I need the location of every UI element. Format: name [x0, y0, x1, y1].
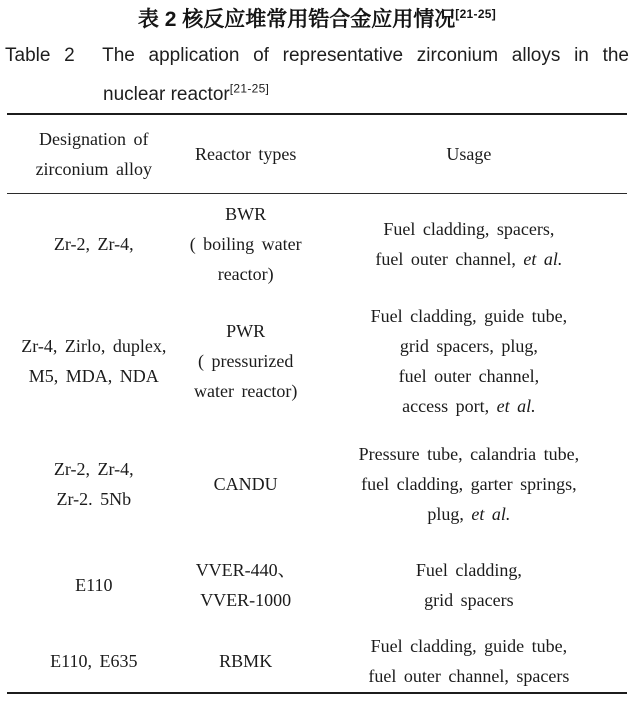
- usage-cell: [311, 428, 627, 540]
- et-al-italic: et al.: [471, 504, 511, 524]
- table-row-rbmk: [7, 630, 627, 693]
- cell-line: M5, MDA, NDA: [28, 366, 159, 386]
- usage-text: access port,: [402, 396, 490, 416]
- citation-superscript-en: [21-25]: [229, 81, 270, 96]
- cell-line: Fuel cladding, guide tube,: [370, 306, 568, 326]
- cell-line: water reactor): [193, 381, 298, 401]
- cell-line: VVER-440、: [195, 560, 296, 580]
- header-line: Designation of: [39, 129, 149, 149]
- cell-line: reactor): [217, 264, 274, 284]
- reactor-cell: [181, 194, 311, 295]
- cell-line: VVER-1000: [200, 590, 292, 610]
- table-row-candu: [7, 428, 627, 540]
- cell-line: fuel outer channel,: [398, 366, 540, 386]
- cell-line: Pressure tube, calandria tube,: [358, 444, 580, 464]
- header-line: Usage: [446, 144, 492, 164]
- usage-cell: [311, 630, 627, 693]
- cell-line: ( boiling water: [189, 234, 302, 254]
- header-row: [7, 114, 627, 194]
- usage-cell: [311, 294, 627, 428]
- cell-line: Zr-2. 5Nb: [56, 489, 132, 509]
- cell-line: Zr-4, Zirlo, duplex,: [21, 336, 167, 356]
- reactor-cell: [181, 294, 311, 428]
- citation-superscript-zh: [21-25]: [455, 7, 497, 21]
- cell-line: fuel cladding, garter springs,: [361, 474, 577, 494]
- header-line: Reactor types: [194, 144, 297, 164]
- table-row-pwr: [7, 294, 627, 428]
- et-al-italic: et al.: [496, 396, 536, 416]
- reactor-cell: [181, 540, 311, 630]
- cell-line: BWR: [225, 204, 267, 224]
- col-header-designation: [7, 114, 181, 194]
- cell-line: Zr-2, Zr-4,: [53, 459, 134, 479]
- reactor-cell: [181, 428, 311, 540]
- usage-cell: [311, 540, 627, 630]
- usage-text: plug,: [427, 504, 464, 524]
- table-row-vver: [7, 540, 627, 630]
- zirconium-alloy-application-table: [7, 113, 627, 694]
- cell-line: E110: [75, 575, 113, 595]
- cell-line: Fuel cladding, spacers,: [383, 219, 555, 239]
- table-caption-zh-text: 表 2 核反应堆常用锆合金应用情况: [137, 8, 456, 31]
- cell-line: [311, 391, 627, 421]
- cell-line: Fuel cladding, guide tube,: [370, 636, 568, 656]
- reactor-cell: [181, 630, 311, 693]
- cell-line: Zr-2, Zr-4,: [53, 234, 134, 254]
- et-al-italic: et al.: [523, 249, 563, 269]
- alloy-cell: [7, 630, 181, 693]
- alloy-cell: [7, 428, 181, 540]
- table-caption-en-line1: [5, 40, 629, 72]
- cell-line: [311, 244, 627, 274]
- usage-cell: [311, 194, 627, 295]
- col-header-reactor-types: [181, 114, 311, 194]
- table-caption-en-line2: [0, 79, 634, 111]
- cell-line: Fuel cladding,: [415, 560, 522, 580]
- table-row-bwr: [7, 194, 627, 295]
- col-header-usage: [311, 114, 627, 194]
- alloy-cell: [7, 540, 181, 630]
- alloy-cell: [7, 294, 181, 428]
- cell-line: PWR: [226, 321, 266, 341]
- usage-text: fuel outer channel,: [375, 249, 516, 269]
- table-caption-en-cont-text: nuclear reactor: [103, 84, 230, 105]
- cell-line: CANDU: [213, 474, 278, 494]
- cell-line: grid spacers, plug,: [399, 336, 538, 356]
- header-line: zirconium alloy: [35, 159, 153, 179]
- table-caption-zh: [0, 5, 634, 35]
- cell-line: [311, 499, 627, 529]
- cell-line: grid spacers: [424, 590, 514, 610]
- table-number-label: Table 2: [5, 45, 75, 66]
- cell-line: E110, E635: [50, 651, 138, 671]
- alloy-cell: [7, 194, 181, 295]
- cell-line: RBMK: [219, 651, 273, 671]
- table-caption-en-text: The application of representative zirconium alloys in the: [102, 45, 630, 66]
- cell-line: ( pressurized: [197, 351, 294, 371]
- cell-line: fuel outer channel, spacers: [368, 666, 570, 686]
